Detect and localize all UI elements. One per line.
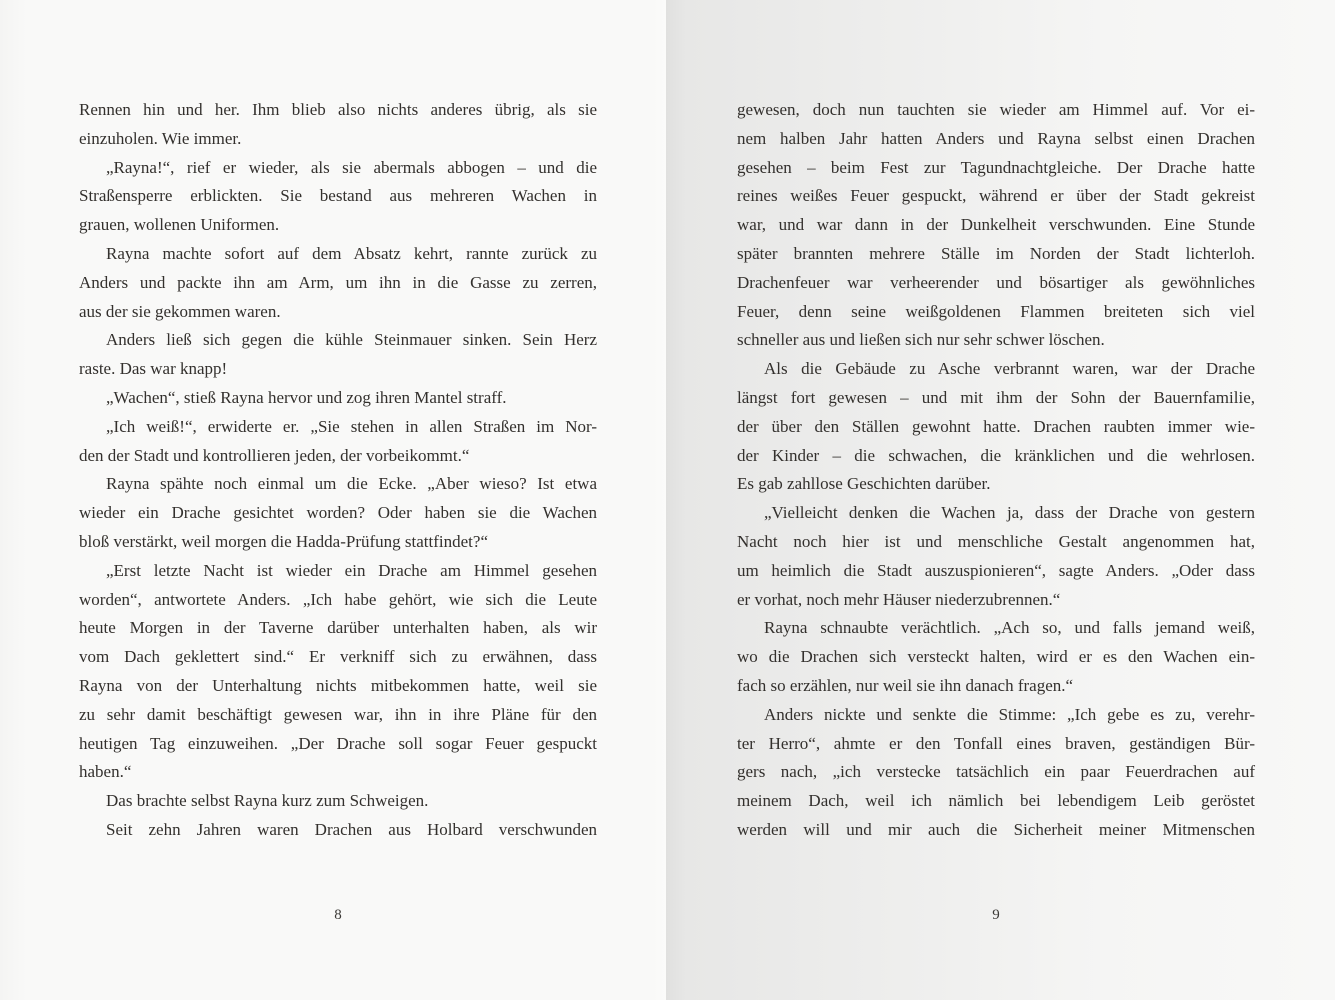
page-right bbox=[666, 0, 1335, 1000]
text-line: Es gab zahllose Geschichten darüber. bbox=[737, 474, 991, 494]
text-line: später brannten mehrere Ställe im Norden der Stadt lichterloh. bbox=[737, 243, 1255, 263]
text-line: heutigen Tag einzuweihen. „Der Drache soll sogar Feuer gespuckt bbox=[79, 733, 597, 753]
text-line: um heimlich die Stadt auszuspionieren“, sagte Anders. „Oder dass bbox=[737, 560, 1255, 580]
text-line: Rayna von der Unterhaltung nichts mitbekommen hatte, weil sie bbox=[79, 675, 597, 695]
text-line: nem halben Jahr hatten Anders und Rayna selbst einen Drachen bbox=[737, 128, 1255, 148]
text-line: Feuer, denn seine weißgoldenen Flammen breiteten sich viel bbox=[737, 301, 1255, 321]
text-line: Rayna spähte noch einmal um die Ecke. „Aber wieso? Ist etwa bbox=[106, 474, 597, 494]
text-line: zu sehr damit beschäftigt gewesen war, ihn in ihre Pläne für den bbox=[79, 704, 597, 724]
text-line: haben.“ bbox=[79, 762, 132, 782]
text-line: grauen, wollenen Uniformen. bbox=[79, 215, 280, 235]
page-left-text bbox=[79, 96, 597, 845]
text-line: reines weißes Feuer gespuckt, während er über der Stadt gekreist bbox=[737, 186, 1255, 206]
text-line: den der Stadt und kontrollieren jeden, der vorbeikommt.“ bbox=[79, 445, 470, 465]
text-line: Das brachte selbst Rayna kurz zum Schweigen. bbox=[106, 791, 429, 811]
text-line: der über den Ställen gewohnt hatte. Drachen raubten immer wie- bbox=[737, 416, 1255, 436]
text-line: Drachenfeuer war verheerender und bösartiger als gewöhnliches bbox=[737, 272, 1255, 292]
text-line: werden will und mir auch die Sicherheit meiner Mitmenschen bbox=[737, 819, 1255, 839]
text-line: ter Herro“, ahmte er den Tonfall eines braven, geständigen Bür- bbox=[737, 733, 1255, 753]
text-line: gewesen, doch nun tauchten sie wieder am Himmel auf. Vor ei- bbox=[737, 100, 1255, 119]
text-line: Straßensperre erblickten. Sie bestand aus mehreren Wachen in bbox=[79, 186, 597, 206]
text-line: worden“, antwortete Anders. „Ich habe gehört, wie sich die Leute bbox=[79, 589, 597, 609]
text-line: Seit zehn Jahren waren Drachen aus Holbard verschwunden bbox=[106, 819, 597, 839]
text-line: vom Dach geklettert sind.“ Er verkniff sich zu erwähnen, dass bbox=[79, 647, 597, 667]
text-line: gesehen – beim Fest zur Tagundnachtgleiche. Der Drache hatte bbox=[737, 157, 1255, 177]
text-line: Anders nickte und senkte die Stimme: „Ich gebe es zu, verehr- bbox=[764, 704, 1255, 724]
text-line: „Rayna!“, rief er wieder, als sie abermals abbogen – und die bbox=[106, 157, 597, 177]
text-line: er vorhat, noch mehr Häuser niederzubrennen.“ bbox=[737, 589, 1061, 609]
text-line: war, und war dann in der Dunkelheit verschwunden. Eine Stunde bbox=[737, 215, 1255, 235]
text-line: längst fort gewesen – und mit ihm der Sohn der Bauernfamilie, bbox=[737, 387, 1255, 407]
text-line: Rayna machte sofort auf dem Absatz kehrt, rannte zurück zu bbox=[106, 243, 597, 263]
text-line: der Kinder – die schwachen, die kränklichen und die wehrlosen. bbox=[737, 445, 1255, 465]
text-line: einzuholen. Wie immer. bbox=[79, 128, 242, 148]
page-number-left: 8 bbox=[334, 907, 342, 923]
text-line: heute Morgen in der Taverne darüber unterhalten haben, als wir bbox=[79, 618, 597, 638]
text-line: wo die Drachen sich versteckt halten, wird er es den Wachen ein- bbox=[737, 647, 1255, 667]
text-line: Rayna schnaubte verächtlich. „Ach so, und falls jemand weiß, bbox=[764, 618, 1255, 638]
text-line: „Wachen“, stieß Rayna hervor und zog ihren Mantel straff. bbox=[106, 387, 507, 407]
text-line: Nacht noch hier ist und menschliche Gestalt angenommen hat, bbox=[737, 531, 1255, 551]
text-line: Als die Gebäude zu Asche verbrannt waren, war der Drache bbox=[764, 359, 1255, 379]
text-line: meinem Dach, weil ich nämlich bei lebendigem Leib geröstet bbox=[737, 791, 1255, 811]
page-right-text bbox=[737, 96, 1255, 845]
text-line: „Vielleicht denken die Wachen ja, dass der Drache von gestern bbox=[764, 503, 1255, 523]
text-line: wieder ein Drache gesichtet worden? Oder haben sie die Wachen bbox=[79, 503, 597, 523]
text-line: gers nach, „ich verstecke tatsächlich ein paar Feuerdrachen auf bbox=[737, 762, 1255, 782]
text-line: fach so erzählen, nur weil sie ihn danach fragen.“ bbox=[737, 675, 1074, 695]
text-line: „Erst letzte Nacht ist wieder ein Drache am Himmel gesehen bbox=[106, 560, 597, 580]
text-line: aus der sie gekommen waren. bbox=[79, 301, 281, 321]
text-line: raste. Das war knapp! bbox=[79, 359, 228, 379]
page-number-right: 9 bbox=[992, 907, 1000, 923]
text-line: Anders und packte ihn am Arm, um ihn in die Gasse zu zerren, bbox=[79, 272, 597, 292]
text-line: Rennen hin und her. Ihm blieb also nichts anderes übrig, als sie bbox=[79, 100, 597, 119]
page-left bbox=[0, 0, 666, 1000]
text-line: schneller aus und ließen sich nur sehr schwer löschen. bbox=[737, 330, 1105, 350]
text-line: „Ich weiß!“, erwiderte er. „Sie stehen in allen Straßen im Nor- bbox=[106, 416, 597, 436]
text-line: Anders ließ sich gegen die kühle Steinmauer sinken. Sein Herz bbox=[106, 330, 597, 350]
text-line: bloß verstärkt, weil morgen die Hadda-Prüfung stattfindet?“ bbox=[79, 531, 488, 551]
